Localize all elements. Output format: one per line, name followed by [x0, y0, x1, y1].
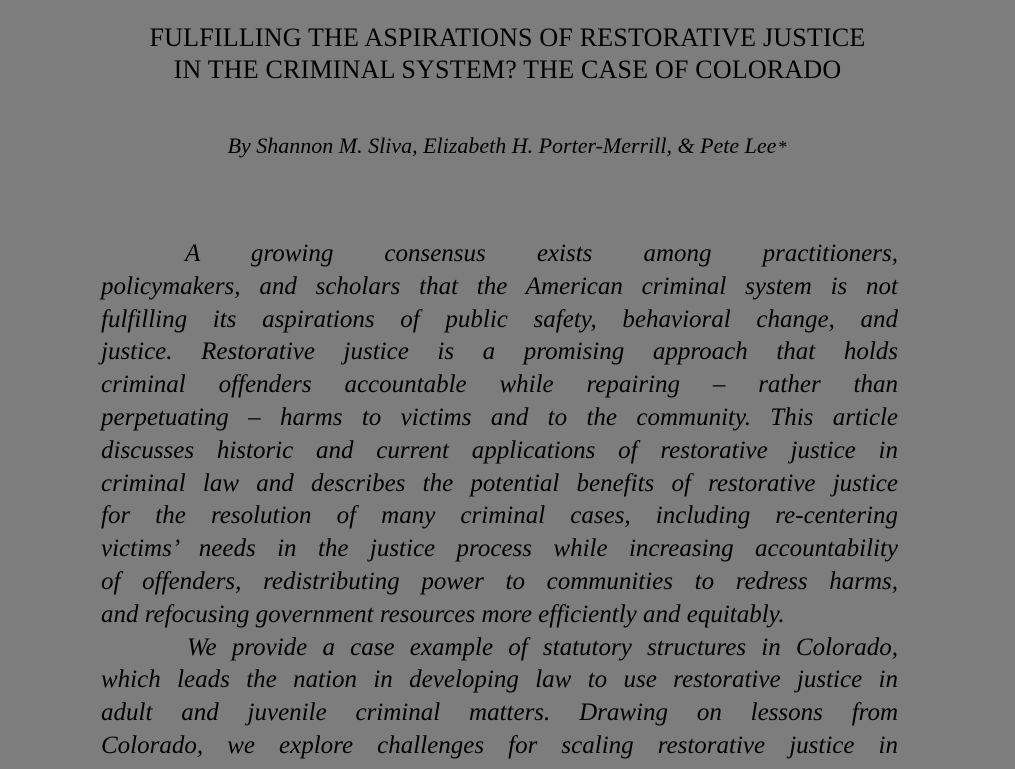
abstract-line: We provide a case example of statutory structures in Colorado,	[187, 633, 898, 661]
abstract-line: fulfilling its aspirations of public safety, behavioral change, and	[101, 305, 898, 333]
abstract-line: which leads the nation in developing law to use restorative justice in	[101, 666, 898, 694]
abstract-line: criminal offenders accountable while repairing – rather than	[101, 371, 898, 399]
abstract-line: justice. Restorative justice is a promising approach that holds	[101, 338, 898, 366]
abstract-line: A growing consensus exists among practitioners,	[185, 240, 898, 267]
abstract-line: policymakers, and scholars that the American criminal system is not	[101, 272, 898, 300]
title-line-1: FULFILLING THE ASPIRATIONS OF RESTORATIVE JUSTICE	[149, 23, 866, 52]
abstract-line: Colorado, we explore challenges for scaling restorative justice in	[101, 731, 898, 759]
abstract-line: of offenders, redistributing power to communities to redress harms,	[101, 567, 898, 595]
abstract-line: discusses historic and current applications of restorative justice in	[101, 436, 898, 464]
abstract-line: adult and juvenile criminal matters. Drawing on lessons from	[101, 699, 898, 727]
title-line-2: IN THE CRIMINAL SYSTEM? THE CASE OF COLORADO	[173, 55, 842, 84]
abstract-line: perpetuating – harms to victims and to the community. This article	[101, 403, 898, 431]
author-names: By Shannon M. Sliva, Elizabeth H. Porter-Merrill, & Pete Lee	[227, 133, 777, 158]
abstract-line: and refocusing government resources more efficiently and equitably.	[101, 600, 785, 628]
author-footnote-mark: *	[778, 137, 788, 157]
article-title	[0, 22, 1015, 86]
abstract-line: criminal law and describes the potential benefits of restorative justice	[101, 469, 898, 497]
abstract-line: for the resolution of many criminal cases, including re-centering	[101, 502, 898, 530]
abstract	[101, 238, 898, 763]
author-byline	[0, 132, 1015, 161]
abstract-line: victims’ needs in the justice process while increasing accountability	[101, 535, 898, 563]
